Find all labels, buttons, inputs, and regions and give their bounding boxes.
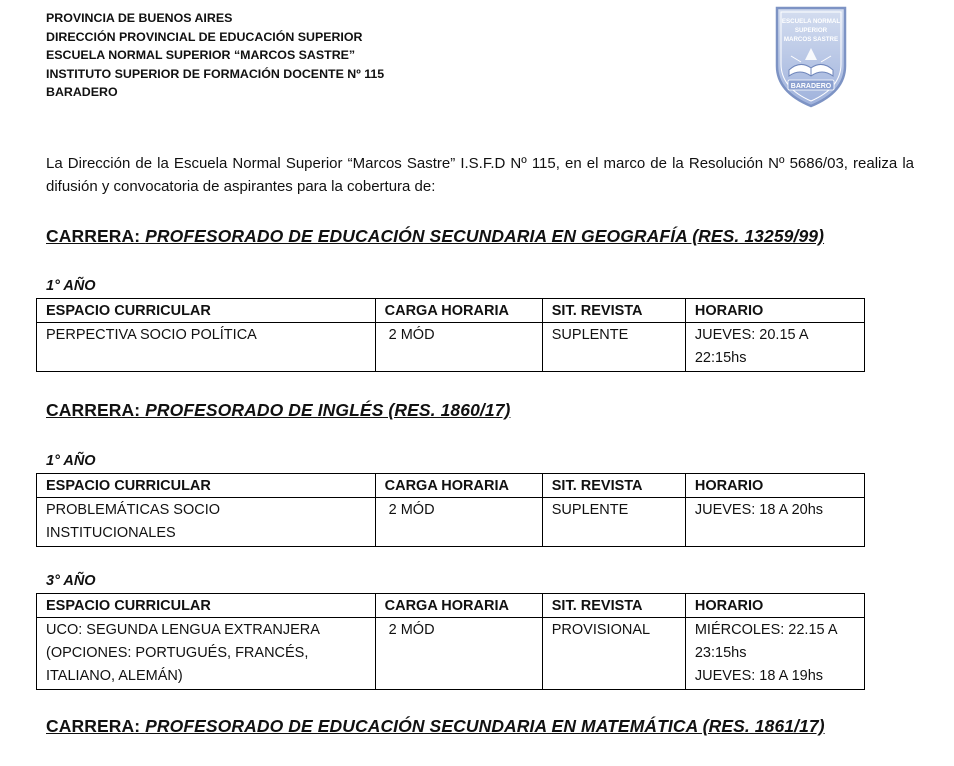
column-header: SIT. REVISTA	[542, 594, 685, 618]
career-name: PROFESORADO DE INGLÉS (RES. 1860/17)	[145, 400, 511, 420]
positions-table	[36, 473, 865, 547]
logo-text-line2: SUPERIOR	[794, 27, 828, 34]
table-row	[37, 323, 865, 372]
career-prefix: CARRERA:	[46, 400, 146, 420]
intro-paragraph: La Dirección de la Escuela Normal Superior “Marcos Sastre” I.S.F.D Nº 115, en el marco de la Resolución Nº 5686/03, realiza la difusión y convocatoria de aspirantes para la cobertura de:	[46, 155, 914, 195]
cell-line: 23:15hs	[694, 645, 747, 661]
column-header: ESPACIO CURRICULAR	[37, 594, 376, 618]
cell-line: (OPCIONES: PORTUGUÉS, FRANCÉS,	[46, 645, 309, 661]
horario-cell	[685, 323, 864, 372]
career-title	[46, 400, 510, 421]
career-title	[46, 226, 824, 247]
header-line-institute: INSTITUTO SUPERIOR DE FORMACIÓN DOCENTE Nº 115	[46, 66, 385, 81]
column-header: HORARIO	[685, 474, 864, 498]
logo-text-line1: ESCUELA NORMAL	[781, 18, 841, 25]
header-line-school: ESCUELA NORMAL SUPERIOR “MARCOS SASTRE”	[46, 48, 356, 62]
column-header: HORARIO	[685, 299, 864, 323]
cell-line: MIÉRCOLES: 22.15 A	[694, 622, 838, 638]
career-name: PROFESORADO DE EDUCACIÓN SECUNDARIA EN MATEMÁTICA (RES. 1861/17)	[145, 716, 825, 736]
revista-cell: SUPLENTE	[542, 323, 685, 372]
column-header: CARGA HORARIA	[375, 594, 542, 618]
carga-cell: 2 MÓD	[375, 618, 542, 690]
espacio-cell	[37, 323, 376, 372]
cell-line: JUEVES: 20.15 A	[694, 327, 809, 343]
header-line-city: BARADERO	[46, 85, 118, 99]
table-header-row	[37, 299, 865, 323]
column-header: CARGA HORARIA	[375, 474, 542, 498]
career-name: PROFESORADO DE EDUCACIÓN SECUNDARIA EN GEOGRAFÍA (RES. 13259/99)	[145, 226, 825, 246]
column-header: SIT. REVISTA	[542, 474, 685, 498]
cell-line: PROBLEMÁTICAS SOCIO	[46, 502, 221, 518]
carga-cell: 2 MÓD	[375, 323, 542, 372]
career-prefix: CARRERA:	[46, 716, 146, 736]
table-header-row	[37, 474, 865, 498]
year-label: 1° AÑO	[46, 278, 96, 294]
column-header: SIT. REVISTA	[542, 299, 685, 323]
positions-table	[36, 298, 865, 372]
cell-line: ITALIANO, ALEMÁN)	[46, 668, 183, 684]
cell-line: JUEVES: 18 A 20hs	[694, 502, 824, 518]
logo-text-line3: MARCOS SASTRE	[783, 36, 839, 43]
cell-line: PERPECTIVA SOCIO POLÍTICA	[46, 327, 257, 343]
espacio-cell	[37, 498, 376, 547]
revista-cell: PROVISIONAL	[542, 618, 685, 690]
header-line-province: PROVINCIA DE BUENOS AIRES	[46, 11, 233, 25]
cell-line: 22:15hs	[694, 350, 747, 366]
career-prefix: CARRERA:	[46, 226, 146, 246]
table-header-row	[37, 594, 865, 618]
carga-cell: 2 MÓD	[375, 498, 542, 547]
year-label: 1° AÑO	[46, 453, 96, 469]
column-header: ESPACIO CURRICULAR	[37, 299, 376, 323]
column-header: HORARIO	[685, 594, 864, 618]
espacio-cell	[37, 618, 376, 690]
year-label: 3° AÑO	[46, 573, 96, 589]
revista-cell: SUPLENTE	[542, 498, 685, 547]
cell-line: UCO: SEGUNDA LENGUA EXTRANJERA	[46, 622, 320, 638]
table-row	[37, 618, 865, 690]
logo-banner-text: BARADERO	[790, 83, 832, 90]
institution-header	[46, 9, 384, 102]
header-line-direction: DIRECCIÓN PROVINCIAL DE EDUCACIÓN SUPERIOR	[46, 29, 363, 44]
horario-cell	[685, 498, 864, 547]
table-row	[37, 498, 865, 547]
career-title	[46, 716, 825, 737]
positions-table	[36, 593, 865, 690]
column-header: ESPACIO CURRICULAR	[37, 474, 376, 498]
school-crest-logo	[771, 4, 851, 108]
cell-line: INSTITUCIONALES	[46, 525, 176, 541]
horario-cell	[685, 618, 864, 690]
cell-line: JUEVES: 18 A 19hs	[694, 668, 824, 684]
column-header: CARGA HORARIA	[375, 299, 542, 323]
